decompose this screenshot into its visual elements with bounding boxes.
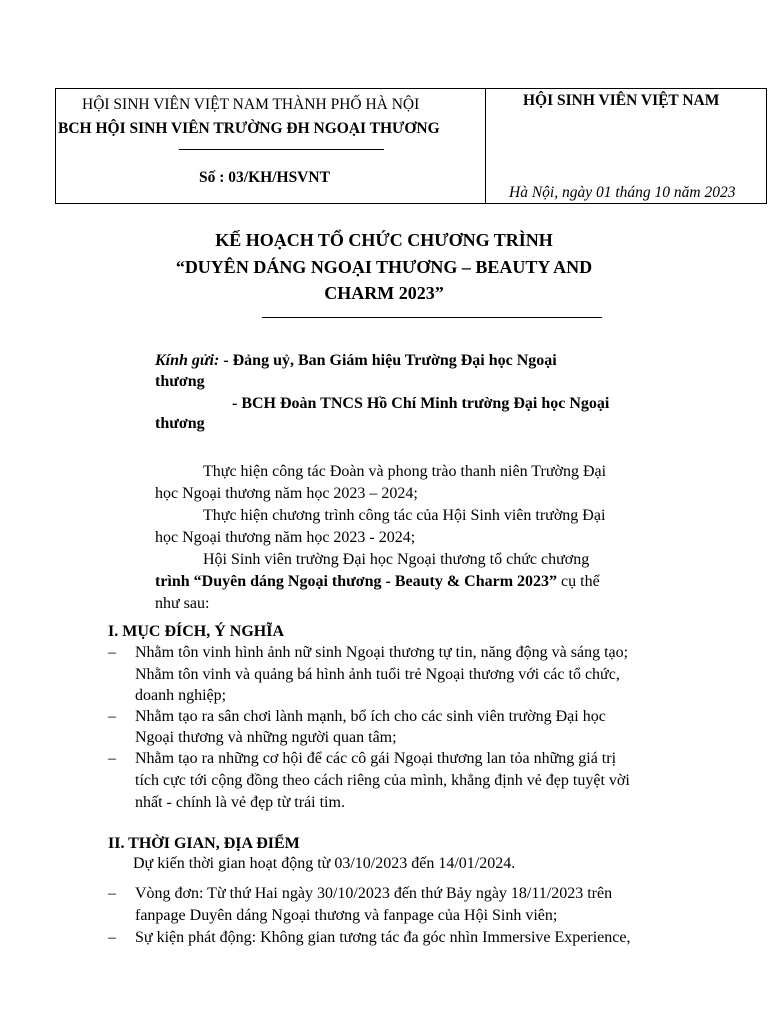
header-org-national: HỘI SINH VIÊN VIỆT NAM — [523, 92, 720, 109]
s1-bullet-4: Nhằm tạo ra những cơ hội để các cô gái Ngoại thương lan tỏa những giá trị — [135, 750, 617, 767]
doc-number: Số : 03/KH/HSVNT — [199, 169, 330, 186]
header-org-city: HỘI SINH VIÊN VIỆT NAM THÀNH PHỐ HÀ NỘI — [82, 96, 420, 113]
bullet-dash: – — [108, 644, 116, 661]
title-rule — [262, 317, 602, 318]
intro-p3-cont: trình “Duyên dáng Ngoại thương - Beauty & Charm 2023” cụ thể — [155, 573, 600, 590]
section-2-heading: II. THỜI GIAN, ĐỊA ĐIỂM — [108, 835, 300, 852]
intro-p2: Thực hiện chương trình công tác của Hội Sinh viên trường Đại — [203, 507, 606, 524]
doc-title-line3: CHARM 2023” — [324, 283, 444, 303]
s2-intro: Dự kiến thời gian hoạt động từ 03/10/2023 đến 14/01/2024. — [133, 855, 516, 872]
intro-p2-cont: học Ngoại thương năm học 2023 - 2024; — [155, 529, 416, 546]
s1-bullet-2-cont: doanh nghiệp; — [135, 687, 227, 704]
header-divider — [485, 89, 486, 203]
intro-p3: Hội Sinh viên trường Đại học Ngoại thương tổ chức chương — [203, 551, 590, 568]
intro-p1: Thực hiện công tác Đoàn và phong trào thanh niên Trường Đại — [203, 463, 607, 480]
recipient-label: Kính gửi: — [155, 352, 220, 369]
section-1-heading: I. MỤC ĐÍCH, Ý NGHĨA — [108, 623, 284, 640]
s1-bullet-2: Nhằm tôn vinh và quảng bá hình ảnh tuổi trẻ Ngoại thương với các tổ chức, — [135, 666, 620, 683]
s1-bullet-1: Nhằm tôn vinh hình ảnh nữ sinh Ngoại thương tự tin, năng động và sáng tạo; — [135, 644, 629, 661]
s1-bullet-4-cont: tích cực tới cộng đồng theo cách riêng của mình, khẳng định vẻ đẹp tuyệt vời — [135, 772, 630, 789]
bullet-dash: – — [108, 708, 116, 725]
s1-bullet-3: Nhằm tạo ra sân chơi lành mạnh, bổ ích cho các sinh viên trường Đại học — [135, 708, 606, 725]
s1-bullet-4-end: nhất - chính là vẻ đẹp từ trái tim. — [135, 794, 345, 811]
doc-title-line2: “DUYÊN DÁNG NGOẠI THƯƠNG – BEAUTY AND — [175, 257, 593, 277]
s1-bullet-3-cont: Ngoại thương và những người quan tâm; — [135, 729, 397, 746]
recipient-1: Kính gửi: - Đảng uỷ, Ban Giám hiệu Trường Đại học Ngoại — [155, 352, 557, 369]
s2-bullet-2: Sự kiện phát động: Không gian tương tác đa góc nhìn Immersive Experience, — [135, 929, 631, 946]
header-org-school: BCH HỘI SINH VIÊN TRƯỜNG ĐH NGOẠI THƯƠNG — [58, 120, 440, 137]
s2-bullet-1-cont: fanpage Duyên dáng Ngoại thương và fanpage của Hội Sinh viên; — [135, 907, 558, 924]
recipient-2-cont: thương — [155, 415, 205, 432]
bullet-dash: – — [108, 929, 116, 946]
recipient-1-cont: thương — [155, 373, 205, 390]
bullet-dash: – — [108, 885, 116, 902]
bullet-dash: – — [108, 750, 116, 767]
s2-bullet-1: Vòng đơn: Từ thứ Hai ngày 30/10/2023 đến thứ Bảy ngày 18/11/2023 trên — [135, 885, 613, 902]
recipient-2: - BCH Đoàn TNCS Hồ Chí Minh trường Đại học Ngoại — [232, 395, 610, 412]
doc-date: Hà Nội, ngày 01 tháng 10 năm 2023 — [509, 184, 736, 201]
intro-p3-end: như sau: — [155, 595, 210, 612]
doc-title-line1: KẾ HOẠCH TỔ CHỨC CHƯƠNG TRÌNH — [215, 230, 553, 250]
header-underline — [179, 149, 384, 150]
intro-p1-cont: học Ngoại thương năm học 2023 – 2024; — [155, 485, 418, 502]
